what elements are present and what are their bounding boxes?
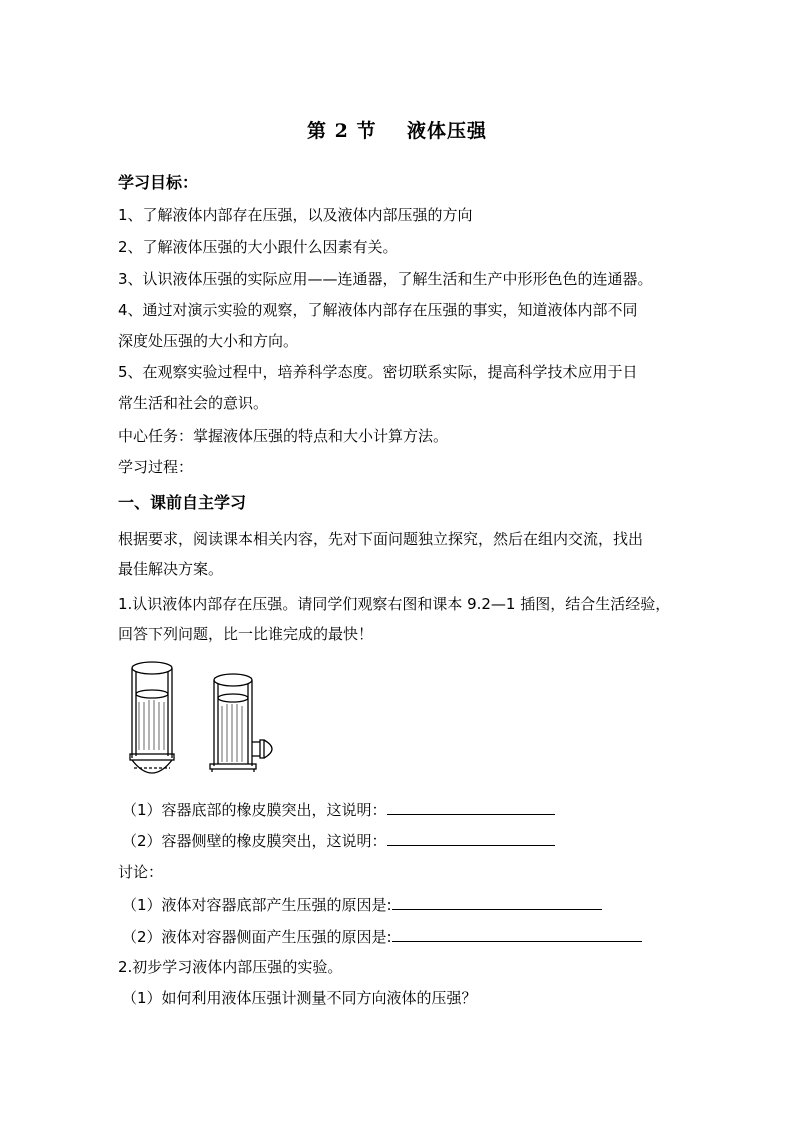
section-heading: 一、课前自主学习 <box>118 493 247 512</box>
question-1-line1: 1.认识液体内部存在压强。请同学们观察右图和课本 9.2—1 插图，结合生活经验， <box>118 595 671 613</box>
liquid-pressure-figure <box>120 658 280 780</box>
objectives-heading: 学习目标： <box>118 173 199 192</box>
objective-item-4-cont: 深度处压强的大小和方向。 <box>118 332 299 350</box>
side-membrane-tube <box>210 674 272 772</box>
answer-blank-2[interactable] <box>387 830 555 846</box>
discussion-label: 讨论： <box>118 863 164 881</box>
objective-item-5-cont: 常生活和社会的意识。 <box>118 394 269 412</box>
objective-item-1: 1、了解液体内部存在压强，以及液体内部压强的方向 <box>118 206 473 224</box>
sub-question-1 <box>122 799 555 820</box>
sub-question-1-text: （1）容器底部的橡皮膜突出，这说明： <box>122 801 387 819</box>
process-label: 学习过程： <box>118 458 194 476</box>
discussion-question-2-text: （2）液体对容器侧面产生压强的原因是: <box>122 928 392 946</box>
question-1-line2: 回答下列问题，比一比谁完成的最快！ <box>118 625 374 643</box>
intro-text-line1: 根据要求，阅读课本相关内容，先对下面问题独立探究，然后在组内交流，找出 <box>118 530 644 548</box>
answer-blank-3[interactable] <box>392 894 602 910</box>
objective-item-5: 5、在观察实验过程中，培养科学态度。密切联系实际，提高科学技术应用于日 <box>118 363 638 381</box>
objective-item-2: 2、了解液体压强的大小跟什么因素有关。 <box>118 238 398 256</box>
intro-text-line2: 最佳解决方案。 <box>118 560 224 578</box>
objective-item-4: 4、通过对演示实验的观察，了解液体内部存在压强的事实，知道液体内部不同 <box>118 301 638 319</box>
bottom-membrane-tube <box>130 662 174 773</box>
central-task: 中心任务：掌握液体压强的特点和大小计算方法。 <box>118 427 449 445</box>
discussion-question-1 <box>122 894 602 915</box>
answer-blank-4[interactable] <box>392 926 642 942</box>
answer-blank-1[interactable] <box>387 799 555 815</box>
page-title: 第 2 节 液体压强 <box>307 120 487 142</box>
discussion-question-1-text: （1）液体对容器底部产生压强的原因是: <box>122 896 392 914</box>
question-2-sub-1: （1）如何利用液体压强计测量不同方向液体的压强？ <box>122 989 477 1007</box>
discussion-question-2 <box>122 926 642 947</box>
sub-question-2-text: （2）容器侧壁的橡皮膜突出，这说明： <box>122 832 387 850</box>
question-2: 2.初步学习液体内部压强的实验。 <box>118 958 343 976</box>
objective-item-3: 3、认识液体压强的实际应用——连通器，了解生活和生产中形形色色的连通器。 <box>118 270 653 288</box>
sub-question-2 <box>122 830 555 851</box>
